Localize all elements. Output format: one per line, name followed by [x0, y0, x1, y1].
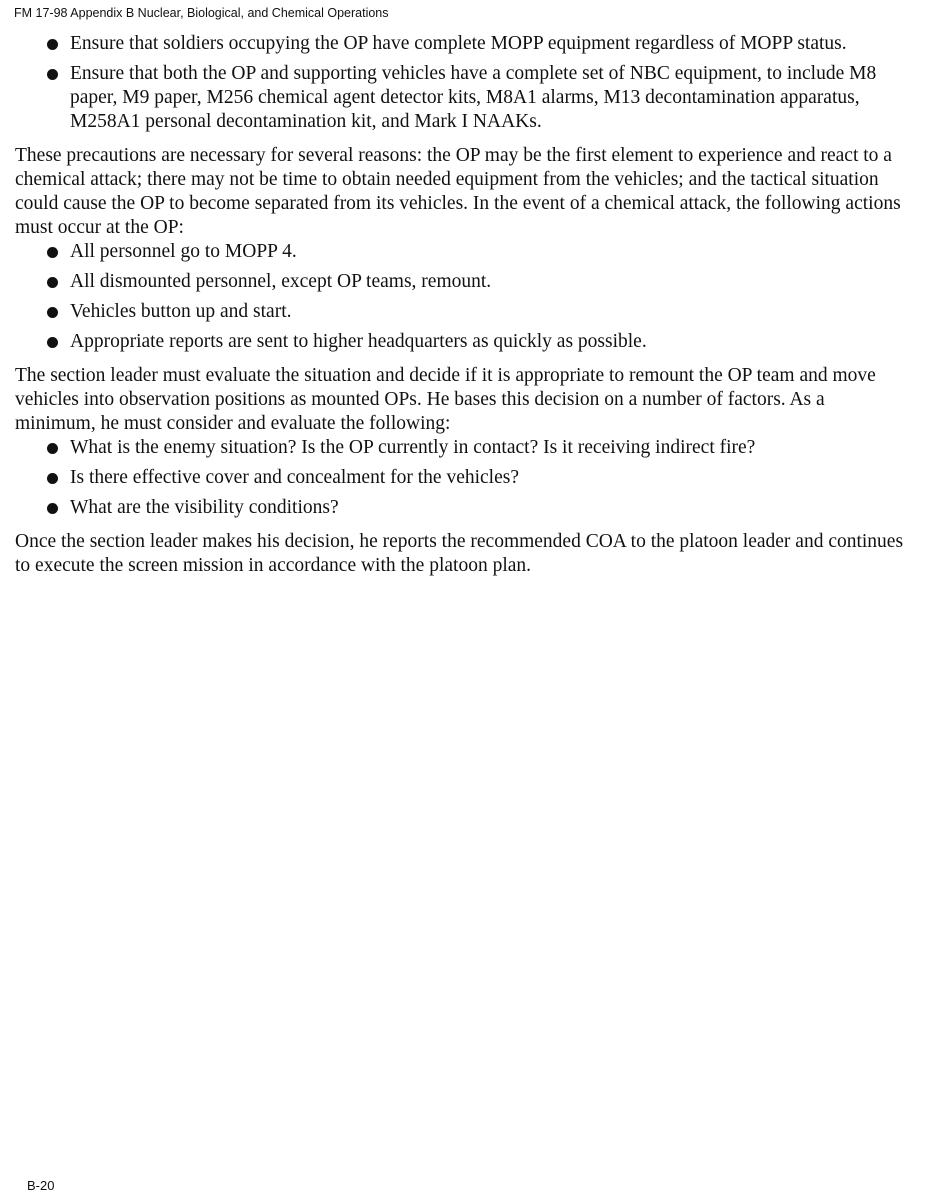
running-header: FM 17-98 Appendix B Nuclear, Biological, and Chemical Operations [14, 6, 389, 20]
paragraph-section-leader: The section leader must evaluate the situation and decide if it is appropriate to remount the OP team and move vehicles into observation positions as mounted OPs. He bases this decision on a number of factors. As a minimum, he must consider and evaluate the following: [15, 365, 876, 434]
list-item: Appropriate reports are sent to higher headquarters as quickly as possible. [15, 330, 910, 354]
list-item: Ensure that soldiers occupying the OP have complete MOPP equipment regardless of MOPP status. [15, 32, 910, 56]
list-item: What is the enemy situation? Is the OP currently in contact? Is it receiving indirect fire? [15, 436, 910, 460]
document-body [15, 32, 910, 578]
paragraph-decision: Once the section leader makes his decision, he reports the recommended COA to the platoon leader and continues to execute the screen mission in accordance with the platoon plan. [15, 531, 904, 576]
paragraph-precautions: These precautions are necessary for several reasons: the OP may be the first element to experience and react to a chemical attack; there may not be time to obtain needed equipment from the vehicles; and the tactical situation could cause the OP to become separated from its vehicles. In the event of a chemical attack, the following actions must occur at the OP: [15, 145, 901, 238]
list-item: All dismounted personnel, except OP teams, remount. [15, 270, 910, 294]
list-item: Ensure that both the OP and supporting vehicles have a complete set of NBC equipment, to include M8 paper, M9 paper, M256 chemical agent detector kits, M8A1 alarms, M13 decontamination apparatus, M258A1 personal decontamination kit, and Mark I NAAKs. [15, 62, 910, 134]
list-item: All personnel go to MOPP 4. [15, 240, 910, 264]
page-number: B-20 [27, 1178, 55, 1193]
list-item: Is there effective cover and concealment for the vehicles? [15, 466, 910, 490]
chemical-attack-actions-list [15, 240, 910, 354]
list-item: Vehicles button up and start. [15, 300, 910, 324]
list-item: What are the visibility conditions? [15, 496, 910, 520]
evaluation-factors-list [15, 436, 910, 520]
equipment-list [15, 32, 910, 134]
